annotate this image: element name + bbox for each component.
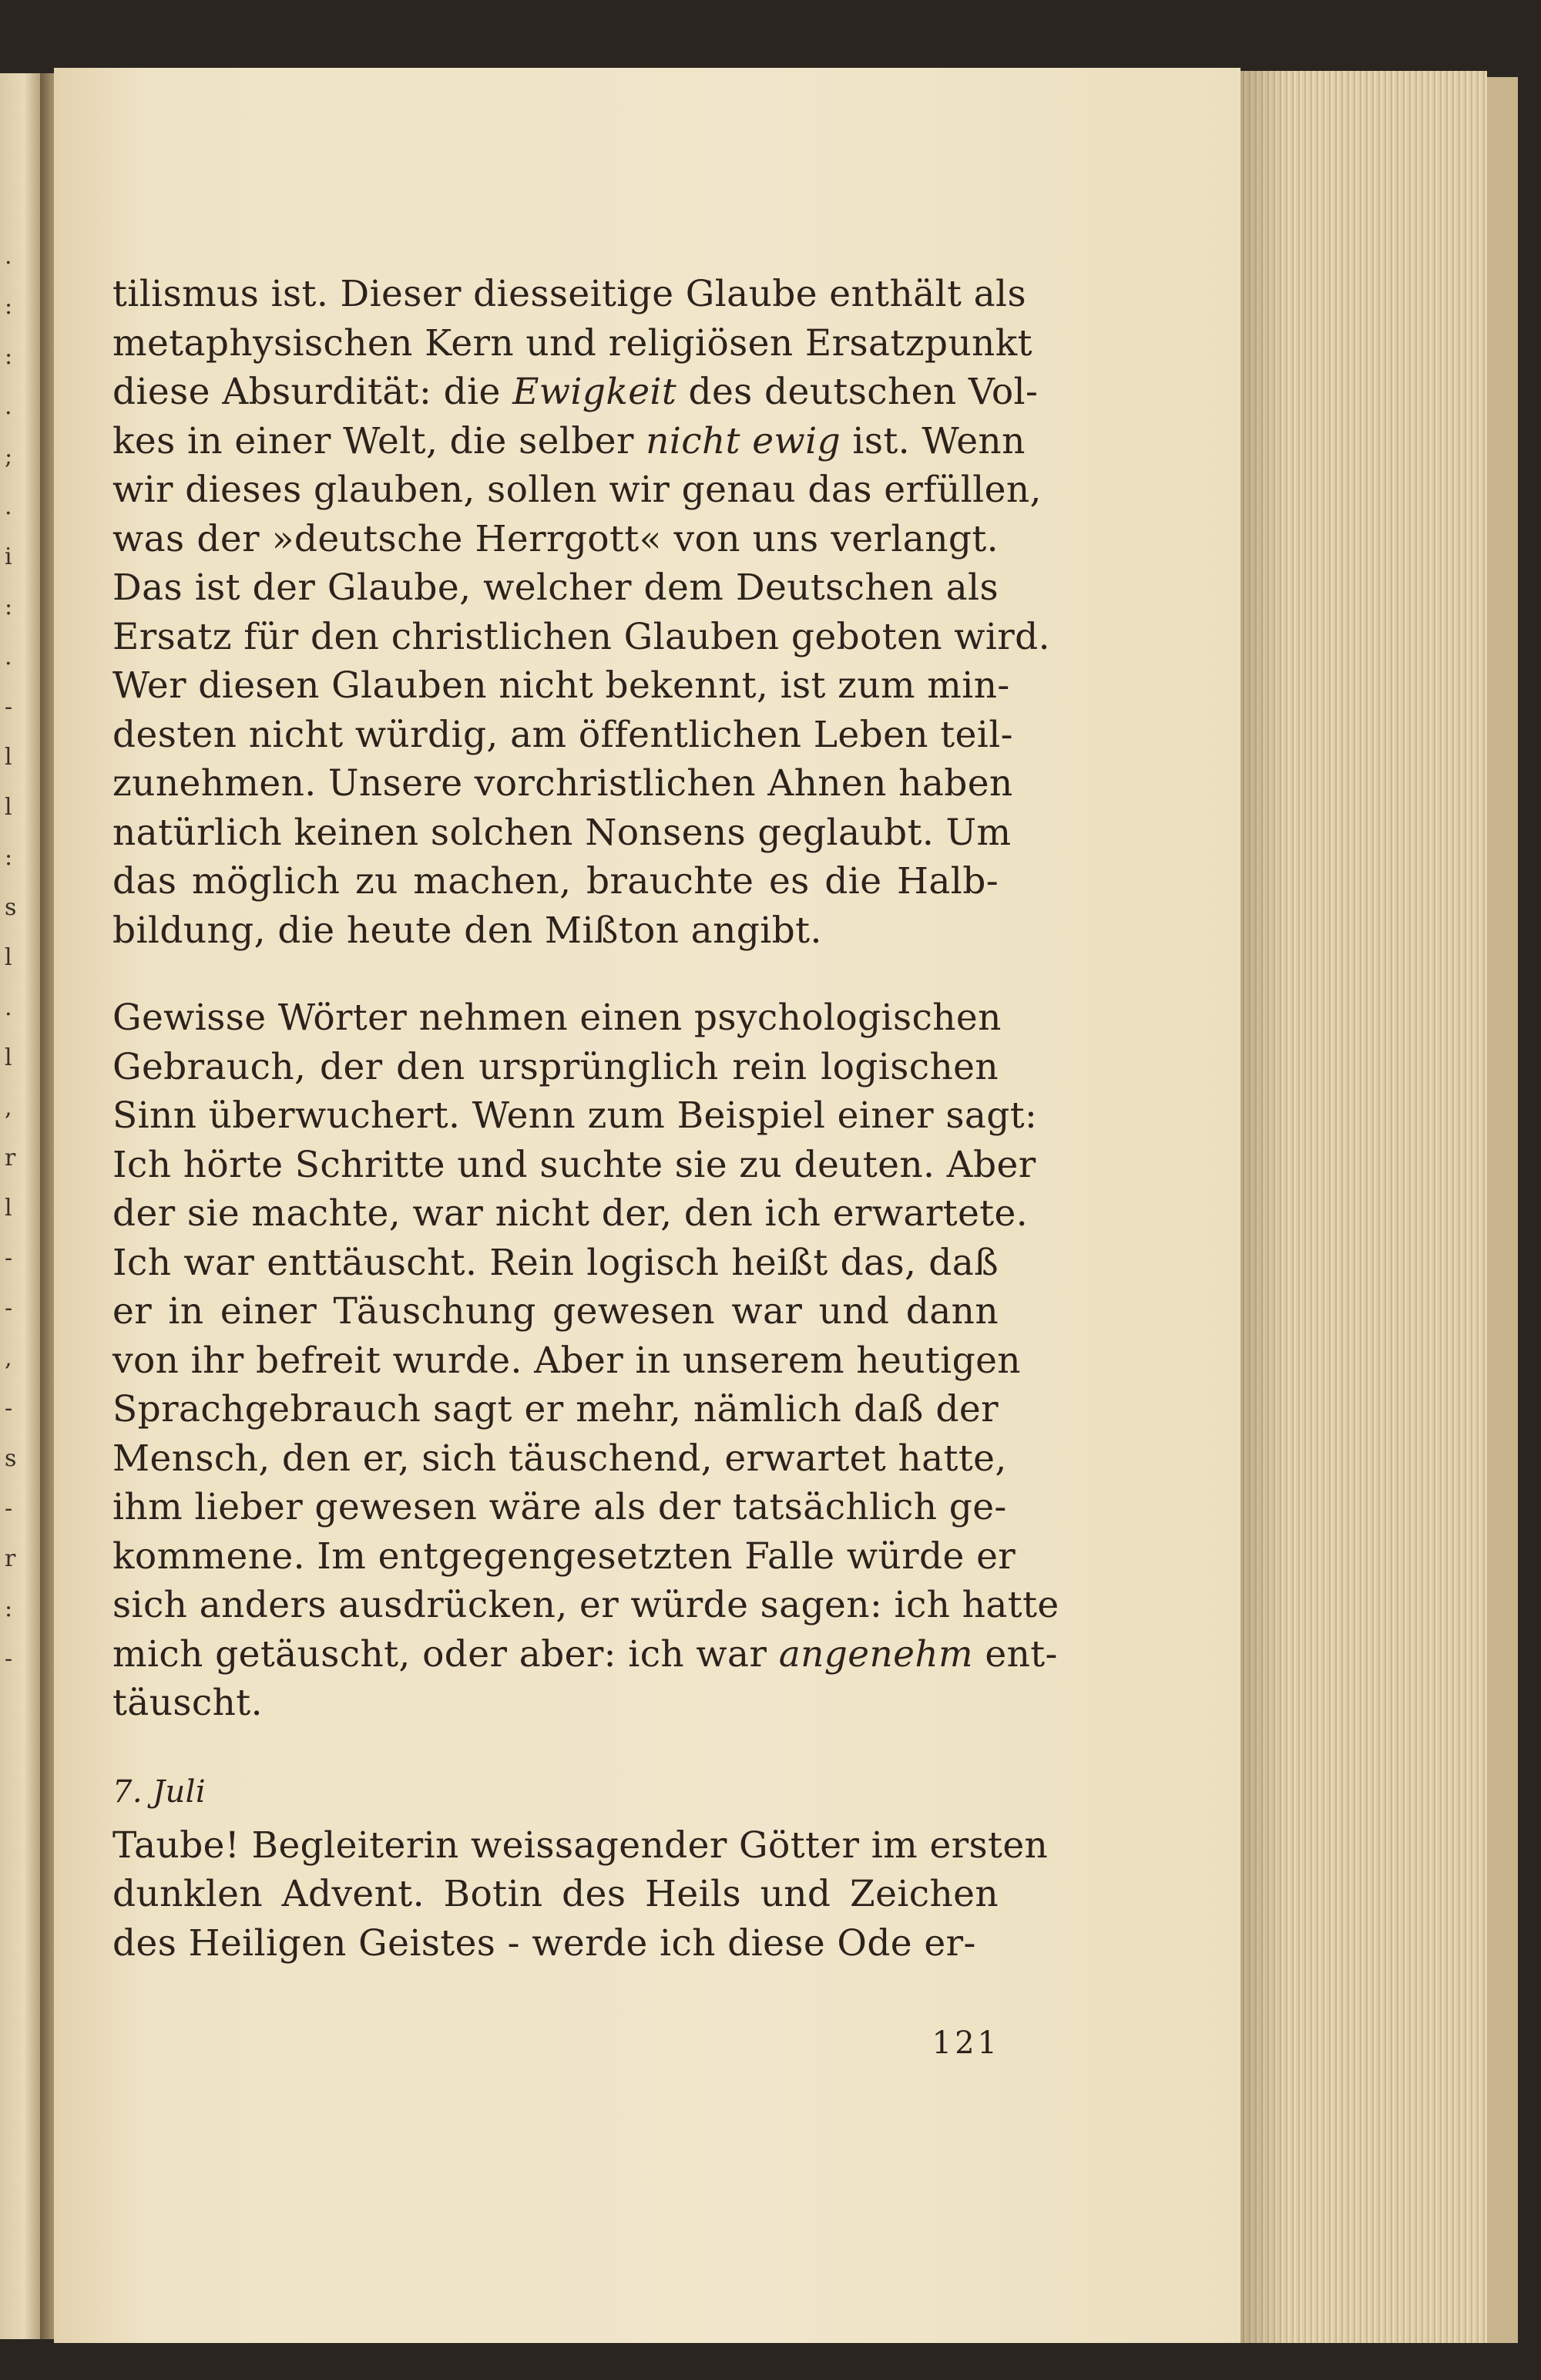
margin-character: i <box>5 543 12 570</box>
text-line: kommene. Im entgegengesetzten Falle würde er <box>112 1535 1016 1578</box>
text-line: Gewisse Wörter nehmen einen psychologischen <box>112 997 1002 1039</box>
margin-character: . <box>5 243 12 270</box>
text-line: Ich war enttäuscht. Rein logisch heißt das, daß <box>112 1241 999 1284</box>
margin-character: , <box>5 1345 12 1372</box>
page-number: 121 <box>932 2025 1000 2061</box>
text-segment: kes in einer Welt, die selber <box>112 419 646 462</box>
paragraph-psychologischer-gebrauch <box>112 993 1059 1728</box>
text-line: desten nicht würdig, am öffentlichen Leben teil- <box>112 713 1013 756</box>
margin-character: s <box>5 894 17 921</box>
text-line <box>112 1630 1058 1679</box>
margin-character: - <box>5 1495 13 1522</box>
margin-character: : <box>5 593 13 620</box>
text-line: täuscht. <box>112 1682 263 1724</box>
text-line: Ersatz für den christlichen Glauben geboten wird. <box>112 615 1050 658</box>
text-line: zunehmen. Unsere vorchristlichen Ahnen haben <box>112 762 1013 805</box>
text-line: Taube! Begleiterin weissagender Götter im ersten <box>112 1824 1049 1867</box>
margin-character: : <box>5 293 13 320</box>
text-segment: ist. Wenn <box>841 419 1026 462</box>
text-line: Mensch, den er, sich täuschend, erwartet hatte, <box>112 1437 1007 1480</box>
text-line: Wer diesen Glauben nicht bekennt, ist zum min- <box>112 664 1010 707</box>
text-line: Sinn überwuchert. Wenn zum Beispiel einer sagt: <box>112 1094 1038 1137</box>
text-line: wir dieses glauben, sollen wir genau das erfüllen, <box>112 469 1042 511</box>
margin-character: l <box>5 1044 12 1071</box>
text-segment: des deutschen Vol- <box>676 371 1039 413</box>
margin-character: - <box>5 1395 13 1422</box>
text-line: dunklen Advent. Botin des Heils und Zeichen <box>112 1873 999 1915</box>
text-segment: diese Absurdität: die <box>112 371 513 413</box>
text-line: tilismus ist. Dieser diesseitige Glaube enthält als <box>112 273 1026 315</box>
emphasized-text: nicht ewig <box>646 419 841 462</box>
margin-character: ; <box>5 443 13 470</box>
book-cover-edge <box>1487 77 1518 2343</box>
paragraph-taube <box>112 1821 1049 1968</box>
margin-character: - <box>5 1645 13 1672</box>
book-gutter <box>40 73 54 2339</box>
text-line: Das ist der Glaube, welcher dem Deutschen als <box>112 566 999 609</box>
margin-character: . <box>5 994 12 1021</box>
text-line: was der »deutsche Herrgott« von uns verlangt. <box>112 517 999 560</box>
margin-character: l <box>5 944 12 971</box>
text-segment: mich getäuscht, oder aber: ich war <box>112 1632 779 1676</box>
text-line: sich anders ausdrücken, er würde sagen: ich hatte <box>112 1584 1059 1626</box>
text-line: Ich hörte Schritte und suchte sie zu deuten. Aber <box>112 1143 1036 1186</box>
text-line: ihm lieber gewesen wäre als der tatsächlich ge- <box>112 1486 1007 1528</box>
margin-character: l <box>5 794 12 821</box>
text-line: er in einer Täuschung gewesen war und dann <box>112 1290 999 1333</box>
text-line: Gebrauch, der den ursprünglich rein logischen <box>112 1045 999 1088</box>
text-line: das möglich zu machen, brauchte es die Halb- <box>112 860 999 903</box>
text-line: bildung, die heute den Mißton angibt. <box>112 909 822 952</box>
margin-character: l <box>5 1195 12 1222</box>
text-line: Sprachgebrauch sagt er mehr, nämlich daß der <box>112 1388 999 1430</box>
margin-character: . <box>5 493 12 520</box>
margin-character: - <box>5 1245 13 1272</box>
text-line <box>112 417 1026 466</box>
margin-character: s <box>5 1445 17 1472</box>
text-line <box>112 368 1039 417</box>
emphasized-text: angenehm <box>778 1632 974 1676</box>
text-line: metaphysischen Kern und religiösen Ersatzpunkt <box>112 321 1032 365</box>
text-line: des Heiligen Geistes - werde ich diese Ode er- <box>112 1921 976 1965</box>
text-line: natürlich keinen solchen Nonsens geglaubt. Um <box>112 811 1012 854</box>
left-page-margin-characters <box>5 231 20 1684</box>
margin-character: : <box>5 1595 13 1622</box>
margin-character: l <box>5 744 12 771</box>
text-line: von ihr befreit wurde. Aber in unserem heutigen <box>112 1339 1021 1382</box>
margin-character: : <box>5 844 13 871</box>
margin-character: r <box>5 1545 16 1572</box>
emphasized-text: Ewigkeit <box>512 371 677 413</box>
fore-edge-shadow <box>1241 71 1287 2343</box>
margin-character: , <box>5 1094 12 1121</box>
margin-character: . <box>5 644 12 671</box>
paragraph-gap <box>112 955 999 993</box>
margin-character: . <box>5 393 12 420</box>
date-heading: 7. Juli <box>112 1773 206 1810</box>
margin-character: - <box>5 1295 13 1322</box>
margin-character: r <box>5 1145 16 1172</box>
margin-character: : <box>5 343 13 370</box>
text-segment: ent- <box>973 1632 1058 1676</box>
margin-character: - <box>5 694 13 721</box>
paragraph-diesseitige-glaube <box>112 270 1050 955</box>
text-line: der sie machte, war nicht der, den ich erwartete. <box>112 1192 1029 1235</box>
page-text <box>112 270 1059 1968</box>
